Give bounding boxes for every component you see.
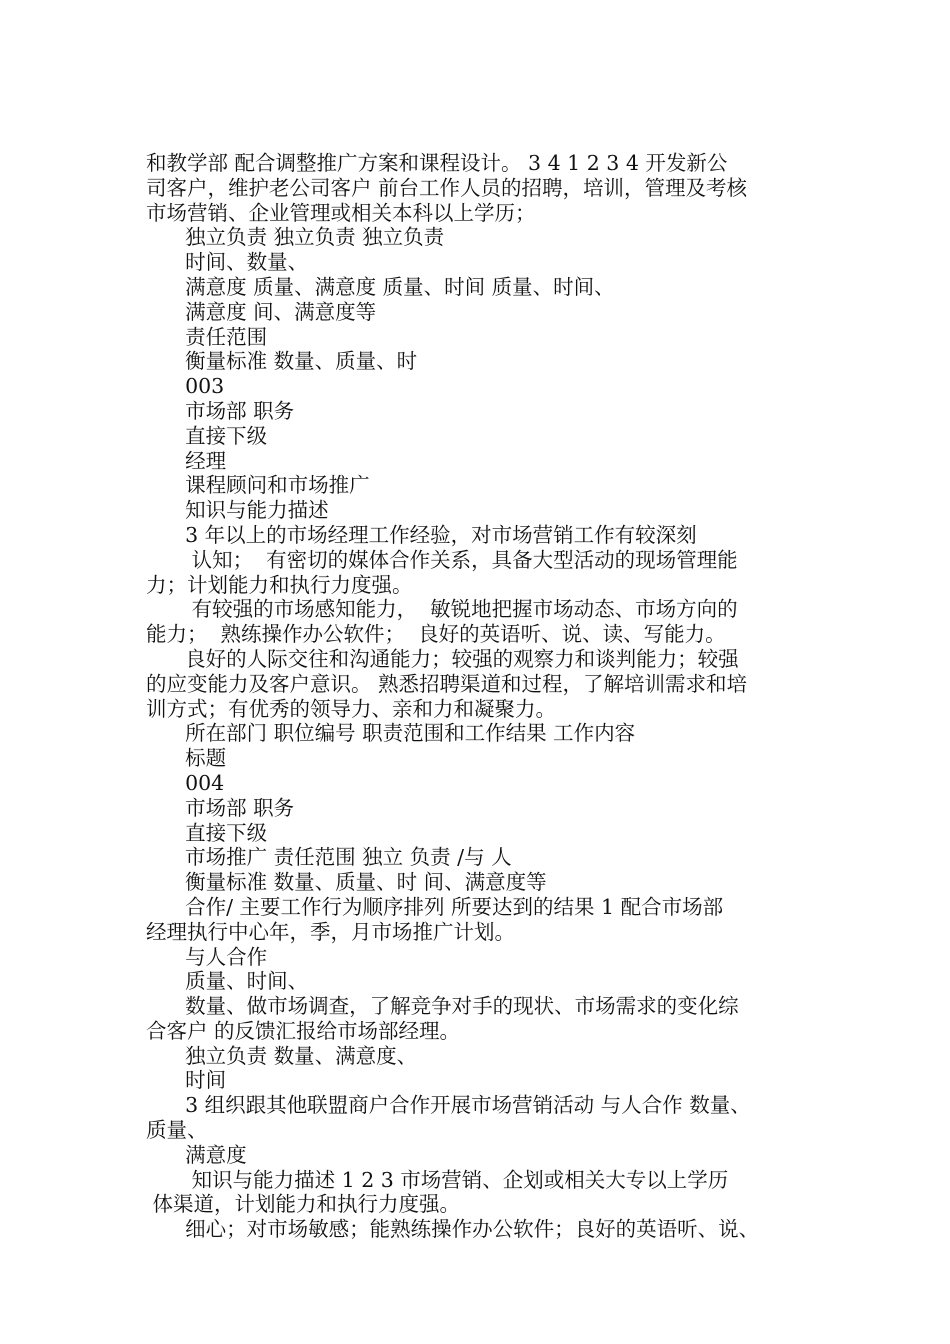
text-line: 004 [146, 770, 225, 795]
text-line: 独立负责 独立负责 独立负责 [146, 225, 445, 250]
text-line: 能力； 熟练操作办公软件； 良好的英语听、说、读、写能力。 [146, 622, 726, 647]
text-line: 3 组织跟其他联盟商户合作开展市场营销活动 与人合作 数量、 [146, 1093, 751, 1118]
text-line: 衡量标准 数量、质量、时 [146, 349, 418, 374]
text-line: 满意度 [146, 1142, 247, 1167]
text-line: 合客户 的反馈汇报给市场部经理。 [146, 1018, 461, 1043]
text-line: 满意度 间、满意度等 [146, 299, 377, 324]
text-line: 直接下级 [146, 423, 268, 448]
text-line: 经理执行中心年，季，月市场推广计划。 [146, 919, 515, 944]
text-line: 时间、数量、 [146, 250, 309, 275]
text-line: 市场营销、企业管理或相关本科以上学历； [146, 200, 536, 225]
text-line: 3 年以上的市场经理工作经验，对市场营销工作有较深刻 [146, 522, 697, 547]
text-line: 质量、 [146, 1118, 208, 1143]
text-line: 时间 [146, 1068, 227, 1093]
text-line: 衡量标准 数量、质量、时 间、满意度等 [146, 870, 547, 895]
text-line: 司客户，维护老公司客户 前台工作人员的招聘，培训，管理及考核 [146, 175, 748, 200]
text-line: 和教学部 配合调整推广方案和课程设计。 3 4 1 2 3 4 开发新公 [146, 151, 728, 175]
text-line: 市场部 职务 [146, 398, 295, 423]
text-line: 细心；对市场敏感；能熟练操作办公软件；良好的英语听、说、 [146, 1217, 760, 1242]
text-line: 有较强的市场感知能力， 敏锐地把握市场动态、市场方向的 [146, 597, 738, 622]
text-line: 训方式；有优秀的领导力、亲和力和凝聚力。 [146, 696, 556, 721]
text-line: 经理 [146, 448, 227, 473]
text-line: 003 [146, 374, 225, 399]
text-line: 认知； 有密切的媒体合作关系，具备大型活动的现场管理能 [146, 547, 738, 572]
text-line: 满意度 质量、满意度 质量、时间 质量、时间、 [146, 274, 615, 299]
text-line: 的应变能力及客户意识。 熟悉招聘渠道和过程，了解培训需求和培 [146, 671, 748, 696]
text-line: 知识与能力描述 [146, 498, 329, 523]
text-line: 所在部门 职位编号 职责范围和工作结果 工作内容 [146, 721, 636, 746]
text-line: 与人合作 [146, 944, 268, 969]
text-line: 质量、时间、 [146, 969, 309, 994]
text-line: 力；计划能力和执行力度强。 [146, 572, 413, 597]
text-line: 直接下级 [146, 820, 268, 845]
text-line: 责任范围 [146, 324, 268, 349]
text-line: 课程顾问和市场推广 [146, 473, 370, 498]
body-text [146, 151, 826, 1242]
text-line: 体渠道，计划能力和执行力度强。 [146, 1192, 461, 1217]
text-line: 数量、做市场调查，了解竞争对手的现状、市场需求的变化综 [146, 994, 739, 1019]
text-line: 良好的人际交往和沟通能力；较强的观察力和谈判能力；较强 [146, 646, 739, 671]
text-line: 标题 [146, 746, 227, 771]
text-line: 市场部 职务 [146, 795, 295, 820]
text-line: 独立负责 数量、满意度、 [146, 1043, 418, 1068]
text-line: 知识与能力描述 1 2 3 市场营销、企划或相关大专以上学历 [146, 1167, 729, 1192]
text-line: 合作/ 主要工作行为顺序排列 所要达到的结果 1 配合市场部 [146, 894, 724, 919]
text-line: 市场推广 责任范围 独立 负责 /与 人 [146, 845, 512, 870]
